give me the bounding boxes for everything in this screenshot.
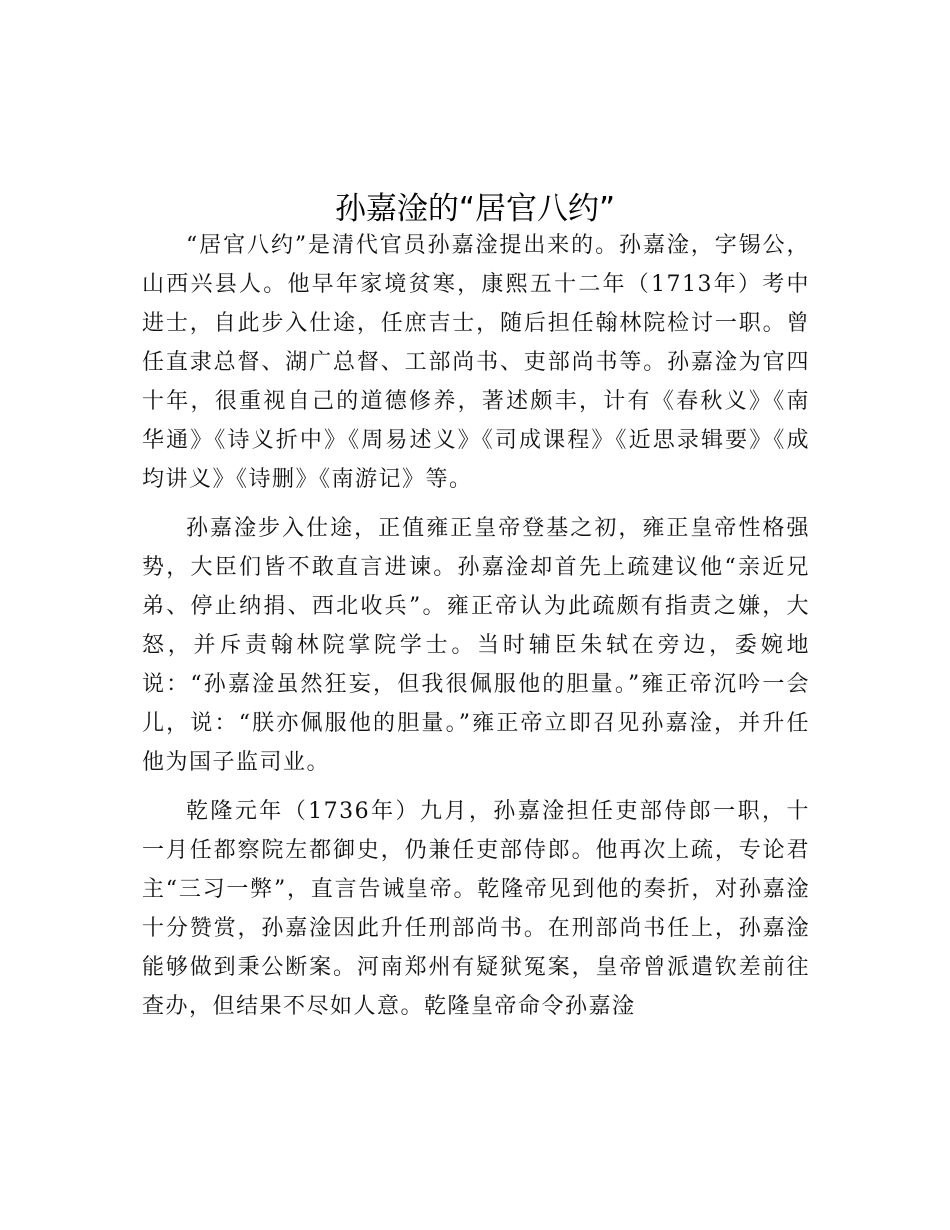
paragraph-1: “居官八约”是清代官员孙嘉淦提出来的。孙嘉淦，字锡公，山西兴县人。他早年家境贫寒，康熙五十二年（1713年）考中进士，自此步入仕途，任庶吉士，随后担任翰林院检讨一职。曾任直隶总督、湖广总督、工部尚书、吏部尚书等。孙嘉淦为官四十年，很重视自己的道德修养，著述颇丰，计有《春秋义》《南华通》《诗义折中》《周易述义》《司成课程》《近思录辑要》《成均讲义》《诗删》《南游记》等。 [142, 233, 810, 492]
paragraph-2: 孙嘉淦步入仕途，正值雍正皇帝登基之初，雍正皇帝性格强势，大臣们皆不敢直言进谏。孙嘉淦却首先上疏建议他“亲近兄弟、停止纳捐、西北收兵”。雍正帝认为此疏颇有指责之嫌，大怒，并斥责翰林院掌院学士。当时辅臣朱轼在旁边，委婉地说：“孙嘉淦虽然狂妄，但我很佩服他的胆量。”雍正帝沉吟一会儿，说：“朕亦佩服他的胆量。”雍正帝立即召见孙嘉淦，并升任他为国子监司业。 [142, 516, 810, 775]
paragraph-3: 乾隆元年（1736年）九月，孙嘉淦担任吏部侍郎一职，十一月任都察院左都御史，仍兼任吏部侍郎。他再次上疏，专论君主“三习一弊”，直言告诫皇帝。乾隆帝见到他的奏折，对孙嘉淦十分赞赏，孙嘉淦因此升任刑部尚书。在刑部尚书任上，孙嘉淦能够做到秉公断案。河南郑州有疑狱冤案，皇帝曾派遣钦差前往查办，但结果不尽如人意。乾隆皇帝命令孙嘉淦 [142, 799, 810, 1019]
document-title: 孙嘉淦的“居官八约” [334, 190, 616, 227]
document-body [142, 226, 810, 1026]
